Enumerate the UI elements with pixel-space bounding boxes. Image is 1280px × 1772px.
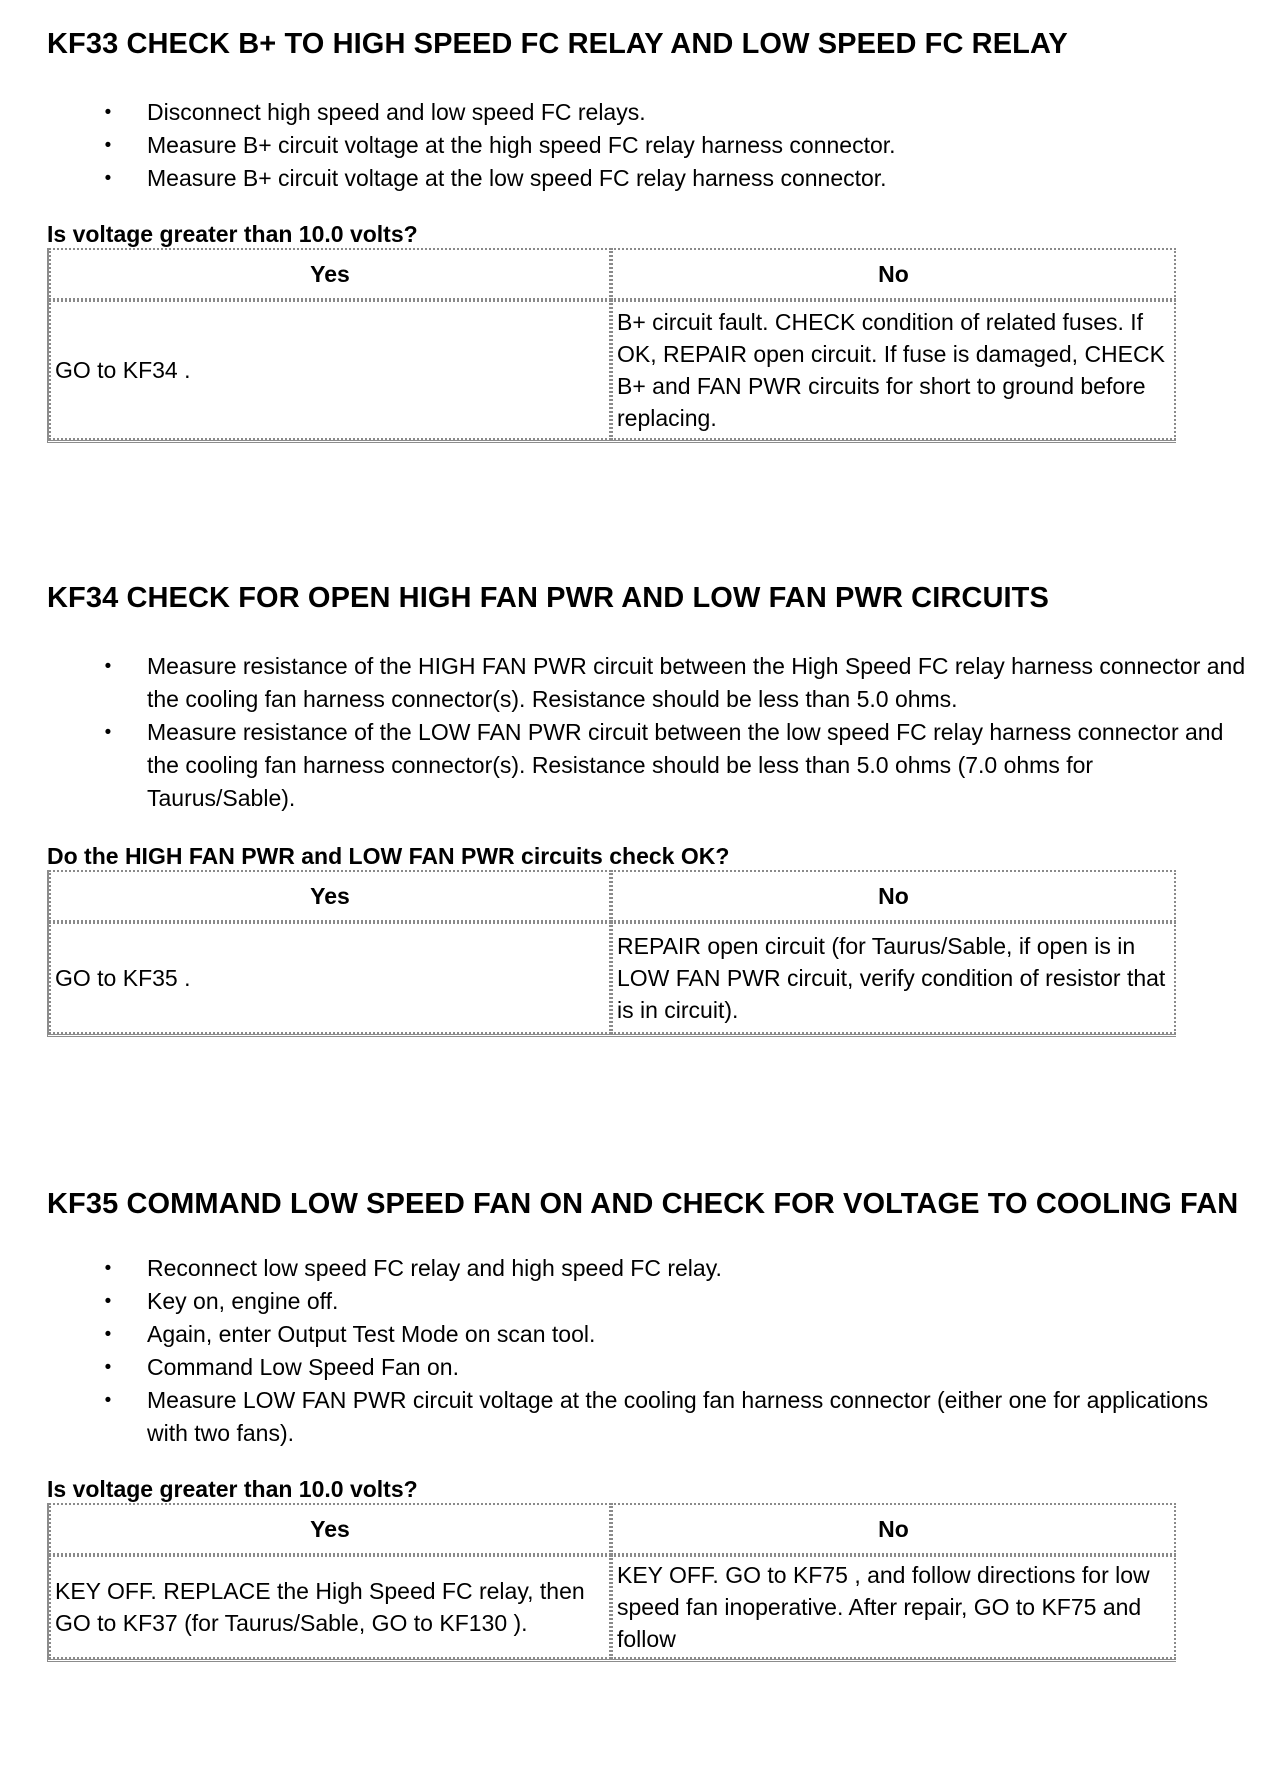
table-header-row [49,870,1176,922]
no-header: No [611,870,1176,922]
section-title: KF34 CHECK FOR OPEN HIGH FAN PWR AND LOW FAN PWR CIRCUITS [47,582,1049,614]
yes-cell: KEY OFF. REPLACE the High Speed FC relay, then GO to KF37 (for Taurus/Sable, GO to KF130 ). [49,1555,611,1659]
yes-no-table [47,870,1176,1037]
question: Is voltage greater than 10.0 volts? [47,221,418,247]
section-title: KF33 CHECK B+ TO HIGH SPEED FC RELAY AND LOW SPEED FC RELAY [47,28,1068,60]
list-item: • Measure resistance of the HIGH FAN PWR circuit between the High Speed FC relay harness connector and the cooling fan harness connector(s). Resistance should be less than 5.0 ohms. [47,650,1247,716]
section-kf35 [47,1184,1247,1662]
section-kf34 [47,578,1247,1037]
bullet-icon: • [104,656,112,677]
yes-cell: GO to KF35 . [49,922,611,1034]
no-header: No [611,248,1176,300]
yes-no-table [47,248,1176,443]
section-kf33 [47,24,1247,443]
no-header: No [611,1503,1176,1555]
table-row [49,1555,1176,1659]
table-row [49,922,1176,1034]
list-item: • Reconnect low speed FC relay and high speed FC relay. [47,1252,1247,1285]
yes-cell: GO to KF34 . [49,300,611,440]
no-cell: B+ circuit fault. CHECK condition of related fuses. If OK, REPAIR open circuit. If fuse is damaged, CHECK B+ and FAN PWR circuits for short to ground before replacing. [611,300,1176,440]
table-header-row [49,1503,1176,1555]
list-item: • Key on, engine off. [47,1285,1247,1318]
yes-header: Yes [49,870,611,922]
list-item: • Again, enter Output Test Mode on scan tool. [47,1318,1247,1351]
bullet-icon: • [104,102,112,123]
yes-no-table [47,1503,1176,1662]
list-item: • Measure resistance of the LOW FAN PWR circuit between the low speed FC relay harness connector and the cooling fan harness connector(s). Resistance should be less than 5.0 ohms (7.0 ohms for Taurus/Sable). [47,716,1247,815]
step-list [47,650,1247,815]
list-item: • Measure B+ circuit voltage at the low speed FC relay harness connector. [47,162,1247,195]
question: Do the HIGH FAN PWR and LOW FAN PWR circuits check OK? [47,843,730,869]
question: Is voltage greater than 10.0 volts? [47,1476,418,1502]
bullet-icon: • [104,168,112,189]
list-item: • Measure B+ circuit voltage at the high speed FC relay harness connector. [47,129,1247,162]
no-cell: KEY OFF. GO to KF75 , and follow directions for low speed fan inoperative. After repair, GO to KF75 and follow [611,1555,1176,1659]
bullet-icon: • [104,1324,112,1345]
list-item: • Disconnect high speed and low speed FC relays. [47,96,1247,129]
table-header-row [49,248,1176,300]
list-item: • Measure LOW FAN PWR circuit voltage at the cooling fan harness connector (either one for applications with two fans). [47,1384,1247,1450]
yes-header: Yes [49,248,611,300]
step-list [47,96,1247,195]
no-cell: REPAIR open circuit (for Taurus/Sable, if open is in LOW FAN PWR circuit, verify condition of resistor that is in circuit). [611,922,1176,1034]
list-item: • Command Low Speed Fan on. [47,1351,1247,1384]
yes-header: Yes [49,1503,611,1555]
bullet-icon: • [104,135,112,156]
bullet-icon: • [104,1357,112,1378]
table-row [49,300,1176,440]
bullet-icon: • [104,1291,112,1312]
bullet-icon: • [104,1258,112,1279]
section-title: KF35 COMMAND LOW SPEED FAN ON AND CHECK FOR VOLTAGE TO COOLING FAN [47,1188,1239,1220]
bullet-icon: • [104,722,112,743]
step-list [47,1252,1247,1450]
bullet-icon: • [104,1390,112,1411]
